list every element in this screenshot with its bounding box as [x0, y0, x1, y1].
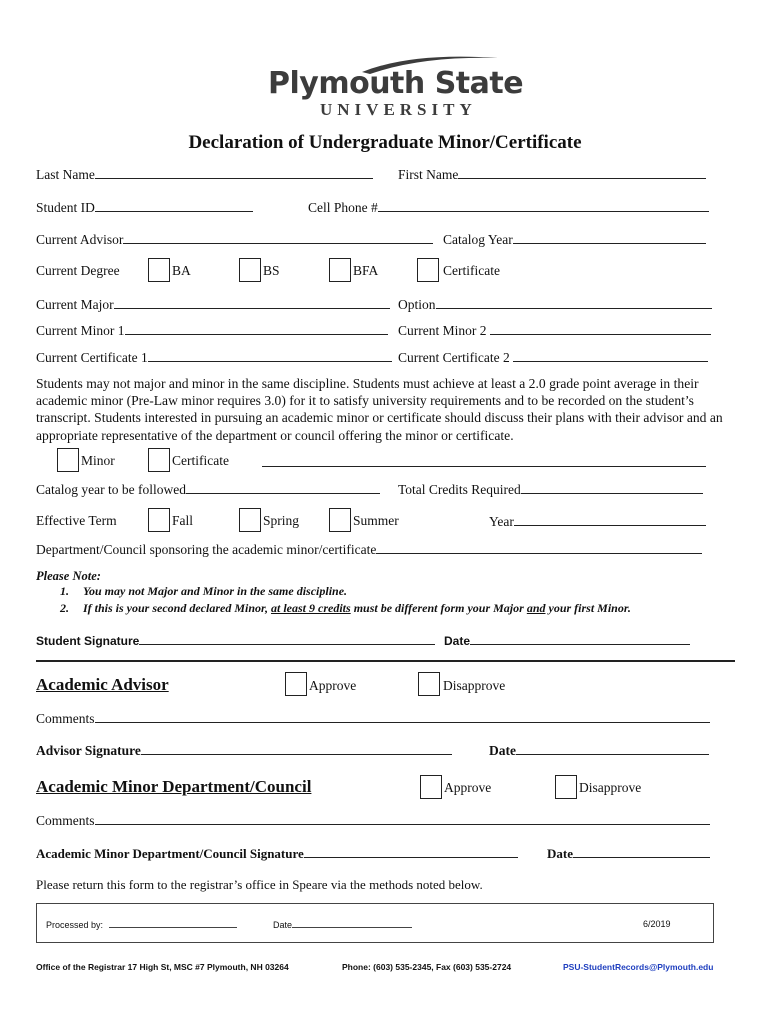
advisor-comments-row — [36, 710, 710, 727]
dept-sponsor-row — [36, 541, 702, 558]
current-minor-1-row — [36, 322, 388, 339]
dept-disapprove-checkbox[interactable] — [555, 775, 577, 799]
note-item-2 — [83, 601, 631, 616]
degree-bs-checkbox[interactable] — [239, 258, 261, 282]
section-divider — [36, 660, 735, 662]
footer-email-link[interactable]: PSU-StudentRecords@Plymouth.edu — [563, 962, 714, 972]
last-name-label: Last Name — [36, 167, 95, 182]
current-major-field[interactable] — [114, 296, 390, 309]
advisor-signature-label: Advisor Signature — [36, 743, 141, 758]
degree-bs-label: BS — [263, 263, 280, 278]
note-item-2-part-c: must be different form your Major — [350, 601, 527, 615]
year-label: Year — [489, 514, 514, 529]
advisor-date-row — [489, 742, 709, 759]
last-name-field[interactable] — [95, 166, 373, 179]
student-signature-field[interactable] — [139, 632, 435, 645]
footer-phone: Phone: (603) 535-2345, Fax (603) 535-2724 — [342, 962, 512, 972]
dept-date-label: Date — [547, 846, 573, 861]
student-id-field[interactable] — [95, 199, 253, 212]
advisor-comments-field[interactable] — [95, 710, 710, 723]
current-minor-2-label: Current Minor 2 — [398, 323, 487, 338]
current-certificate-2-label: Current Certificate 2 — [398, 350, 510, 365]
first-name-label: First Name — [398, 167, 459, 182]
dept-comments-field[interactable] — [95, 812, 710, 825]
catalog-year-field[interactable] — [513, 231, 706, 244]
student-date-label: Date — [444, 634, 471, 648]
note-item-1: You may not Major and Minor in the same discipline. — [83, 584, 348, 598]
dept-signature-row — [36, 845, 518, 862]
dept-sponsor-label: Department/Council sponsoring the academic minor/certificate — [36, 542, 377, 557]
dept-disapprove-label: Disapprove — [579, 780, 642, 795]
processed-by-label: Processed by: — [46, 920, 104, 930]
catalog-year-label: Catalog Year — [443, 232, 513, 247]
advisor-approve-label: Approve — [309, 678, 357, 693]
current-advisor-label: Current Advisor — [36, 232, 124, 247]
first-name-row — [398, 166, 706, 183]
term-summer-checkbox[interactable] — [329, 508, 351, 532]
dept-date-row — [547, 845, 710, 862]
note-item-2-part-a: If this is your second declared Minor, — [83, 601, 272, 615]
office-date-row — [273, 919, 412, 930]
processed-by-row — [46, 919, 237, 930]
degree-ba-label: BA — [172, 263, 191, 278]
advisor-heading: Academic Advisor — [36, 675, 169, 694]
dept-approve-checkbox[interactable] — [420, 775, 442, 799]
current-certificate-1-field[interactable] — [148, 349, 392, 362]
dept-approve-label: Approve — [444, 780, 492, 795]
dept-comments-row — [36, 812, 710, 829]
student-date-row — [444, 632, 690, 648]
dept-sponsor-field[interactable] — [376, 541, 702, 554]
current-minor-1-label: Current Minor 1 — [36, 323, 125, 338]
university-logo — [262, 50, 524, 125]
term-fall-checkbox[interactable] — [148, 508, 170, 532]
total-credits-label: Total Credits Required — [398, 482, 521, 497]
dept-heading: Academic Minor Department/Council — [36, 777, 312, 796]
note-item-2-part-e: your first Minor. — [545, 601, 631, 615]
declared-program-field[interactable] — [262, 466, 706, 467]
dept-comments-label: Comments — [36, 813, 95, 828]
term-summer-label: Summer — [353, 513, 399, 528]
student-date-field[interactable] — [470, 632, 690, 645]
total-credits-field[interactable] — [521, 481, 703, 494]
option-row — [398, 296, 712, 313]
student-signature-label: Student Signature — [36, 634, 140, 648]
office-date-field[interactable] — [292, 919, 412, 928]
current-cert-2-row — [398, 349, 708, 366]
note-item-1-number: 1. — [60, 584, 69, 598]
degree-certificate-checkbox[interactable] — [417, 258, 439, 282]
cell-phone-row — [308, 199, 709, 216]
first-name-field[interactable] — [458, 166, 706, 179]
term-spring-checkbox[interactable] — [239, 508, 261, 532]
student-signature-row — [36, 632, 435, 648]
student-id-row — [36, 199, 253, 216]
catalog-followed-label: Catalog year to be followed — [36, 482, 186, 497]
current-certificate-2-field[interactable] — [513, 349, 708, 362]
dept-signature-label: Academic Minor Department/Council Signature — [36, 846, 304, 861]
declare-certificate-checkbox[interactable] — [148, 448, 170, 472]
year-field[interactable] — [514, 513, 706, 526]
advisor-signature-field[interactable] — [141, 742, 452, 755]
degree-certificate-label: Certificate — [443, 263, 500, 278]
catalog-year-row — [443, 231, 706, 248]
return-instructions: Please return this form to the registrar’s office in Speare via the methods noted below. — [36, 877, 483, 892]
advisor-date-field[interactable] — [516, 742, 709, 755]
current-degree-label: Current Degree — [36, 263, 120, 278]
current-major-row — [36, 296, 390, 313]
degree-ba-checkbox[interactable] — [148, 258, 170, 282]
dept-date-field[interactable] — [573, 845, 710, 858]
degree-bfa-label: BFA — [353, 263, 379, 278]
total-credits-row — [398, 481, 703, 498]
current-cert-1-row — [36, 349, 392, 366]
note-heading: Please Note: — [36, 569, 101, 583]
catalog-followed-field[interactable] — [186, 481, 380, 494]
degree-bfa-checkbox[interactable] — [329, 258, 351, 282]
note-item-2-credits: at least 9 credits — [271, 601, 351, 615]
footer-address: Office of the Registrar 17 High St, MSC #7 Plymouth, NH 03264 — [36, 962, 289, 972]
option-field[interactable] — [436, 296, 712, 309]
advisor-comments-label: Comments — [36, 711, 95, 726]
declare-minor-checkbox[interactable] — [57, 448, 79, 472]
form-title: Declaration of Undergraduate Minor/Certificate — [188, 132, 582, 153]
logo-subtitle: UNIVERSITY — [320, 100, 477, 119]
dept-signature-field[interactable] — [304, 845, 518, 858]
logo-wordmark: Plymouth State — [268, 66, 524, 101]
cell-phone-label: Cell Phone # — [308, 200, 378, 215]
office-date-label: Date — [273, 920, 293, 930]
term-fall-label: Fall — [172, 513, 194, 528]
processed-by-field[interactable] — [109, 919, 237, 928]
catalog-followed-row — [36, 481, 380, 498]
policy-paragraph: Students may not major and minor in the same discipline. Students must achieve at least a 2.0 grade point average in their academic minor (Pre-Law minor requires 3.0) for it to satisfy university requirements and to be recorded on the student’s transcript. Students interested in pursuing an academic minor or certificate should discuss their plans with their advisor and an appropriate representative of the department or council offering the minor or certificate. — [36, 376, 723, 443]
advisor-date-label: Date — [489, 743, 516, 758]
current-minor-2-row — [398, 322, 711, 339]
note-item-2-and: and — [526, 601, 546, 615]
office-use-box — [36, 903, 714, 943]
advisor-row — [36, 231, 433, 248]
form-version: 6/2019 — [643, 919, 671, 929]
note-item-2-number: 2. — [60, 601, 69, 615]
advisor-disapprove-label: Disapprove — [443, 678, 506, 693]
advisor-approve-checkbox[interactable] — [285, 672, 307, 696]
effective-term-label: Effective Term — [36, 513, 117, 528]
declare-minor-label: Minor — [81, 453, 115, 468]
advisor-signature-row — [36, 742, 452, 759]
current-certificate-1-label: Current Certificate 1 — [36, 350, 148, 365]
current-major-label: Current Major — [36, 297, 114, 312]
student-id-label: Student ID — [36, 200, 95, 215]
option-label: Option — [398, 297, 436, 312]
year-row — [489, 513, 706, 530]
last-name-row — [36, 166, 373, 183]
cell-phone-field[interactable] — [378, 199, 709, 212]
declare-certificate-label: Certificate — [172, 453, 229, 468]
current-minor-2-field[interactable] — [490, 322, 711, 335]
term-spring-label: Spring — [263, 513, 300, 528]
current-minor-1-field[interactable] — [125, 322, 388, 335]
current-advisor-field[interactable] — [123, 231, 433, 244]
advisor-disapprove-checkbox[interactable] — [418, 672, 440, 696]
